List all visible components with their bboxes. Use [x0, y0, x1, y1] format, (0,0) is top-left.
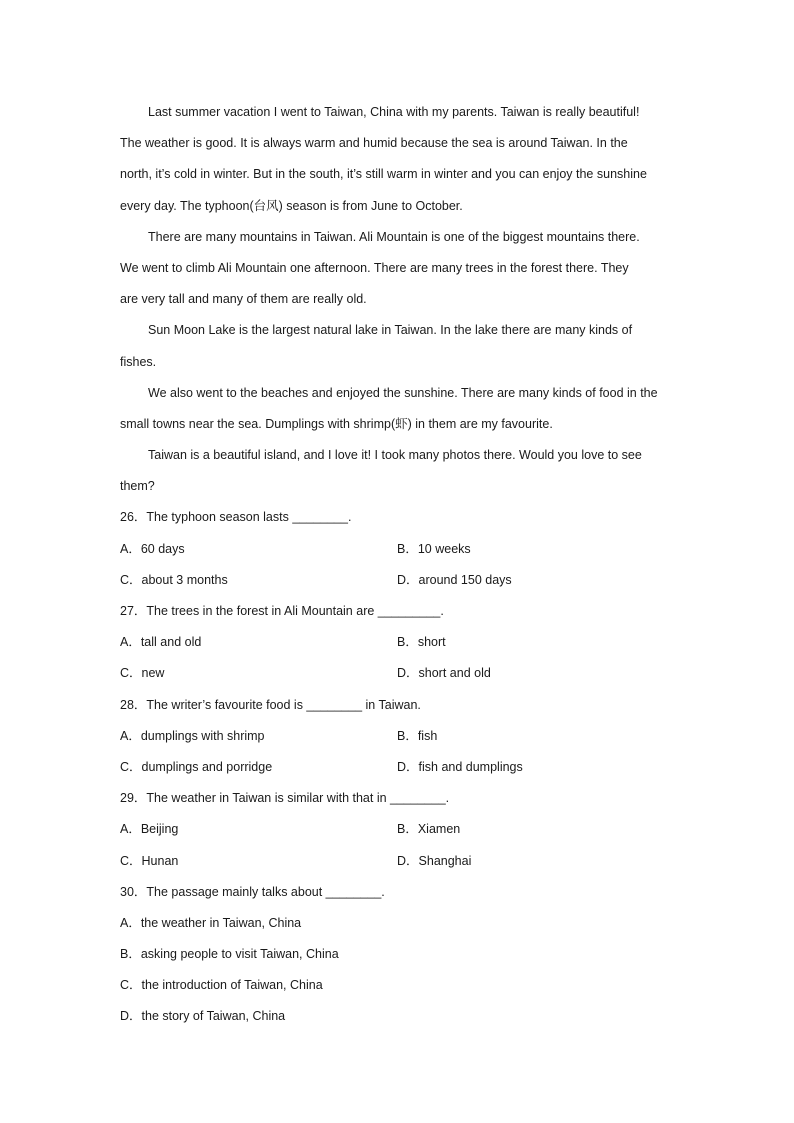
option-b: B．asking people to visit Taiwan, China [120, 947, 339, 962]
text-line: are very tall and many of them are really old. [120, 292, 367, 307]
options-row [120, 627, 680, 658]
option-c: C．new [120, 666, 165, 681]
option-c: C．dumplings and porridge [120, 759, 273, 774]
text-line: We also went to the beaches and enjoyed the sunshine. There are many kinds of food in the [148, 385, 658, 400]
text-line: every day. The typhoon(台风) season is from June to October. [120, 198, 463, 213]
text-line: Last summer vacation I went to Taiwan, China with my parents. Taiwan is really beautiful! [148, 105, 640, 119]
options-row [120, 534, 680, 565]
question-27 [120, 596, 680, 690]
text-line: fishes. [120, 354, 157, 369]
text-line: Taiwan is a beautiful island, and I love it! I took many photos there. Would you love to see [148, 448, 642, 463]
options-row [120, 658, 680, 689]
option-a: A．dumplings with shrimp [120, 728, 265, 743]
option-a: A．tall and old [120, 635, 202, 650]
text-line: The weather is good. It is always warm and humid because the sea is around Taiwan. In the [120, 136, 628, 151]
paragraph-3 [120, 315, 680, 377]
question-28 [120, 690, 680, 784]
text-line: There are many mountains in Taiwan. Ali Mountain is one of the biggest mountains there. [148, 229, 640, 244]
paragraph-5 [120, 440, 680, 502]
option-b: B．Xiamen [397, 822, 461, 837]
option-b: B．fish [397, 728, 438, 743]
paragraph-1 [120, 97, 680, 222]
question-stem: 29．The weather in Taiwan is similar with that in ________. [120, 791, 450, 806]
option-d: D．Shanghai [397, 853, 472, 868]
paragraph-4 [120, 378, 680, 440]
options-row [120, 846, 680, 877]
option-a: A．60 days [120, 541, 185, 556]
option-a: A．Beijing [120, 822, 179, 837]
question-30 [120, 877, 680, 1033]
question-stem: 30．The passage mainly talks about ________. [120, 884, 385, 899]
question-29 [120, 783, 680, 877]
question-stem: 28．The writer’s favourite food is ________ in Taiwan. [120, 697, 421, 712]
text-line: We went to climb Ali Mountain one afternoon. There are many trees in the forest there. They [120, 260, 629, 275]
text-line: small towns near the sea. Dumplings with shrimp(虾) in them are my favourite. [120, 416, 553, 431]
options-row [120, 721, 680, 752]
option-c: C．the introduction of Taiwan, China [120, 978, 323, 993]
text-line: north, it’s cold in winter. But in the south, it’s still warm in winter and you can enjoy the sunshine [120, 167, 647, 182]
question-stem: 27．The trees in the forest in Ali Mountain are _________. [120, 604, 444, 618]
document-page [120, 97, 680, 1033]
passage [120, 97, 680, 502]
text-line: them? [120, 479, 155, 494]
option-c: C．Hunan [120, 853, 179, 868]
text-line: Sun Moon Lake is the largest natural lake in Taiwan. In the lake there are many kinds of [148, 323, 633, 338]
option-d: D．the story of Taiwan, China [120, 1009, 286, 1024]
question-26 [120, 502, 680, 596]
options-row [120, 752, 680, 783]
question-stem: 26．The typhoon season lasts ________. [120, 510, 352, 525]
paragraph-2 [120, 222, 680, 316]
options-row [120, 565, 680, 596]
option-a: A．the weather in Taiwan, China [120, 915, 302, 930]
options-row [120, 814, 680, 845]
option-d: D．around 150 days [397, 572, 512, 587]
option-d: D．short and old [397, 666, 491, 681]
option-c: C．about 3 months [120, 572, 228, 587]
option-b: B．short [397, 635, 446, 650]
option-b: B．10 weeks [397, 541, 471, 556]
option-d: D．fish and dumplings [397, 759, 523, 774]
